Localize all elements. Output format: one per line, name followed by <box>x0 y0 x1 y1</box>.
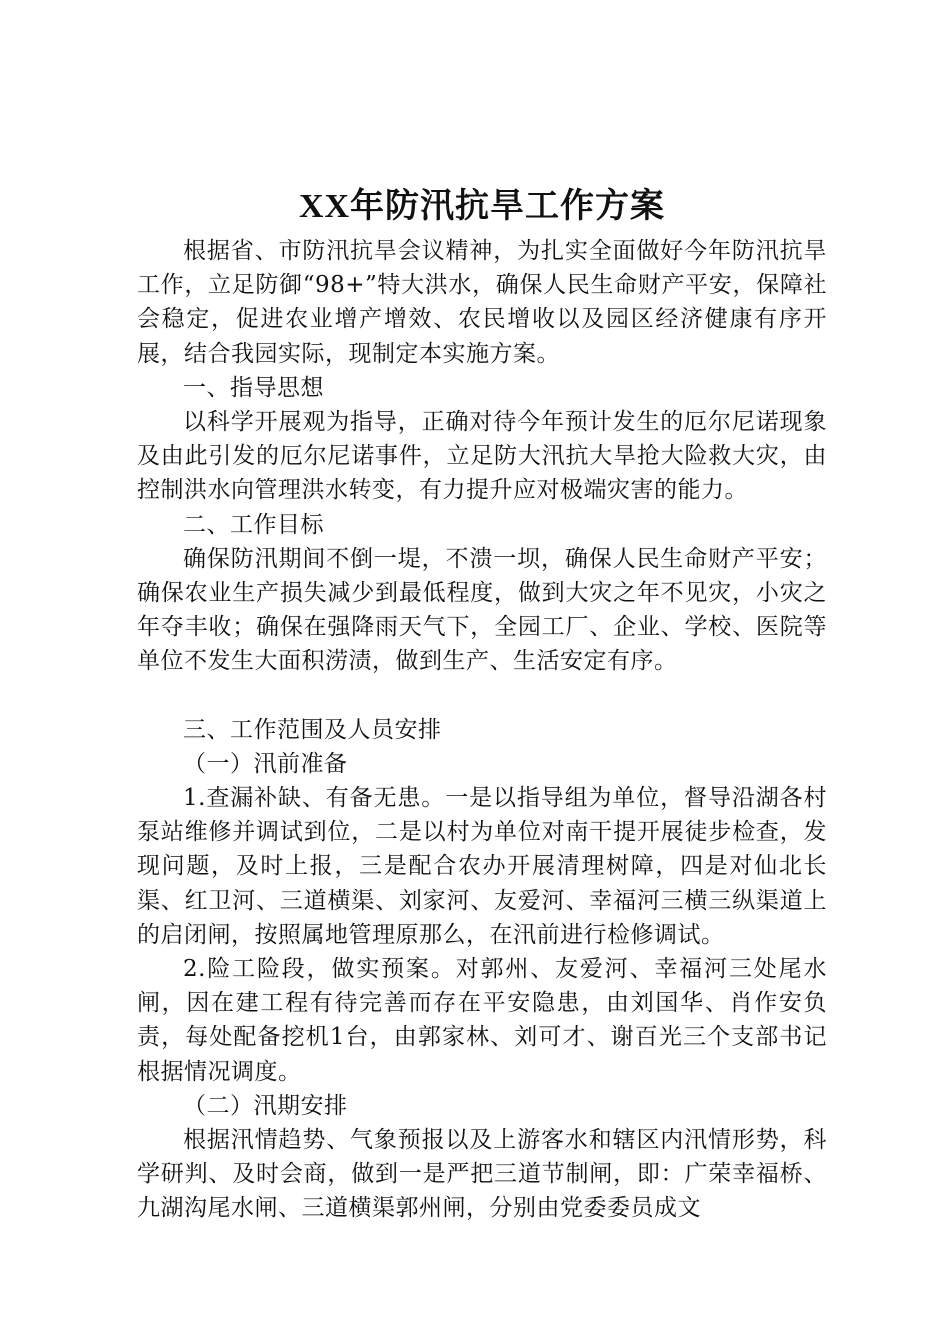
flood-period-paragraph: 根据汛情趋势、气象预报以及上游客水和辖区内汛情形势，科学研判、及时会商，做到一是严把三道节制闸，即：广荣幸福桥、九湖沟尾水闸、三道横渠郭州闸，分别由党委委员成文 <box>137 1127 827 1222</box>
subsection-heading-flood-period: （二）汛期安排 <box>183 1092 348 1119</box>
section-heading-work-goals: 二、工作目标 <box>183 511 324 538</box>
document-title <box>137 183 827 230</box>
title-prefix: XX <box>298 188 351 225</box>
paragraph-gap <box>137 679 827 713</box>
section-text-work-goals: 确保防汛期间不倒一堤，不溃一坝，确保人民生命财产平安；确保农业生产损失减少到最低程度，做到大灾之年不见灾，小灾之年夺丰收；确保在强降雨天气下，全园工厂、企业、学校、医院等单位不发生大面积涝渍，做到生产、生活安定有序。 <box>137 545 827 675</box>
subsection-heading-pre-flood: （一）汛前准备 <box>183 750 348 777</box>
section-heading-scope-staffing: 三、工作范围及人员安排 <box>183 716 442 743</box>
title-main: 年防汛抗旱工作方案 <box>350 186 666 226</box>
section-text-guiding-ideology: 以科学开展观为指导，正确对待今年预计发生的厄尔尼诺现象及由此引发的厄尔尼诺事件，立足防大汛抗大旱抢大险救大灾，由控制洪水向管理洪水转变，有力提升应对极端灾害的能力。 <box>137 409 827 504</box>
section-heading-guiding-ideology: 一、指导思想 <box>183 374 324 401</box>
pre-flood-item-1: 1.查漏补缺、有备无患。一是以指导组为单位，督导沿湖各村泵站维修并调试到位，二是以村为单位对南干提开展徒步检查，发现问题，及时上报，三是配合农办开展清理树障，四是对仙北长渠、红卫河、三道横渠、刘家河、友爱河、幸福河三横三纵渠道上的启闭闸，按照属地管理原那么，在汛前进行检修调试。 <box>137 785 827 948</box>
pre-flood-item-2: 2.险工险段，做实预案。对郭州、友爱河、幸福河三处尾水闸，因在建工程有待完善而存在平安隐患，由刘国华、肖作安负责，每处配备挖机1台，由郭家林、刘可才、谢百光三个支部书记根据情况调度。 <box>137 956 827 1085</box>
document-page <box>137 183 827 1226</box>
intro-paragraph: 根据省、市防汛抗旱会议精神，为扎实全面做好今年防汛抗旱工作，立足防御“98+”特大洪水，确保人民生命财产平安，保障社会稳定，促进农业增产增效、农民增收以及园区经济健康有序开展，结合我园实际，现制定本实施方案。 <box>137 238 827 367</box>
